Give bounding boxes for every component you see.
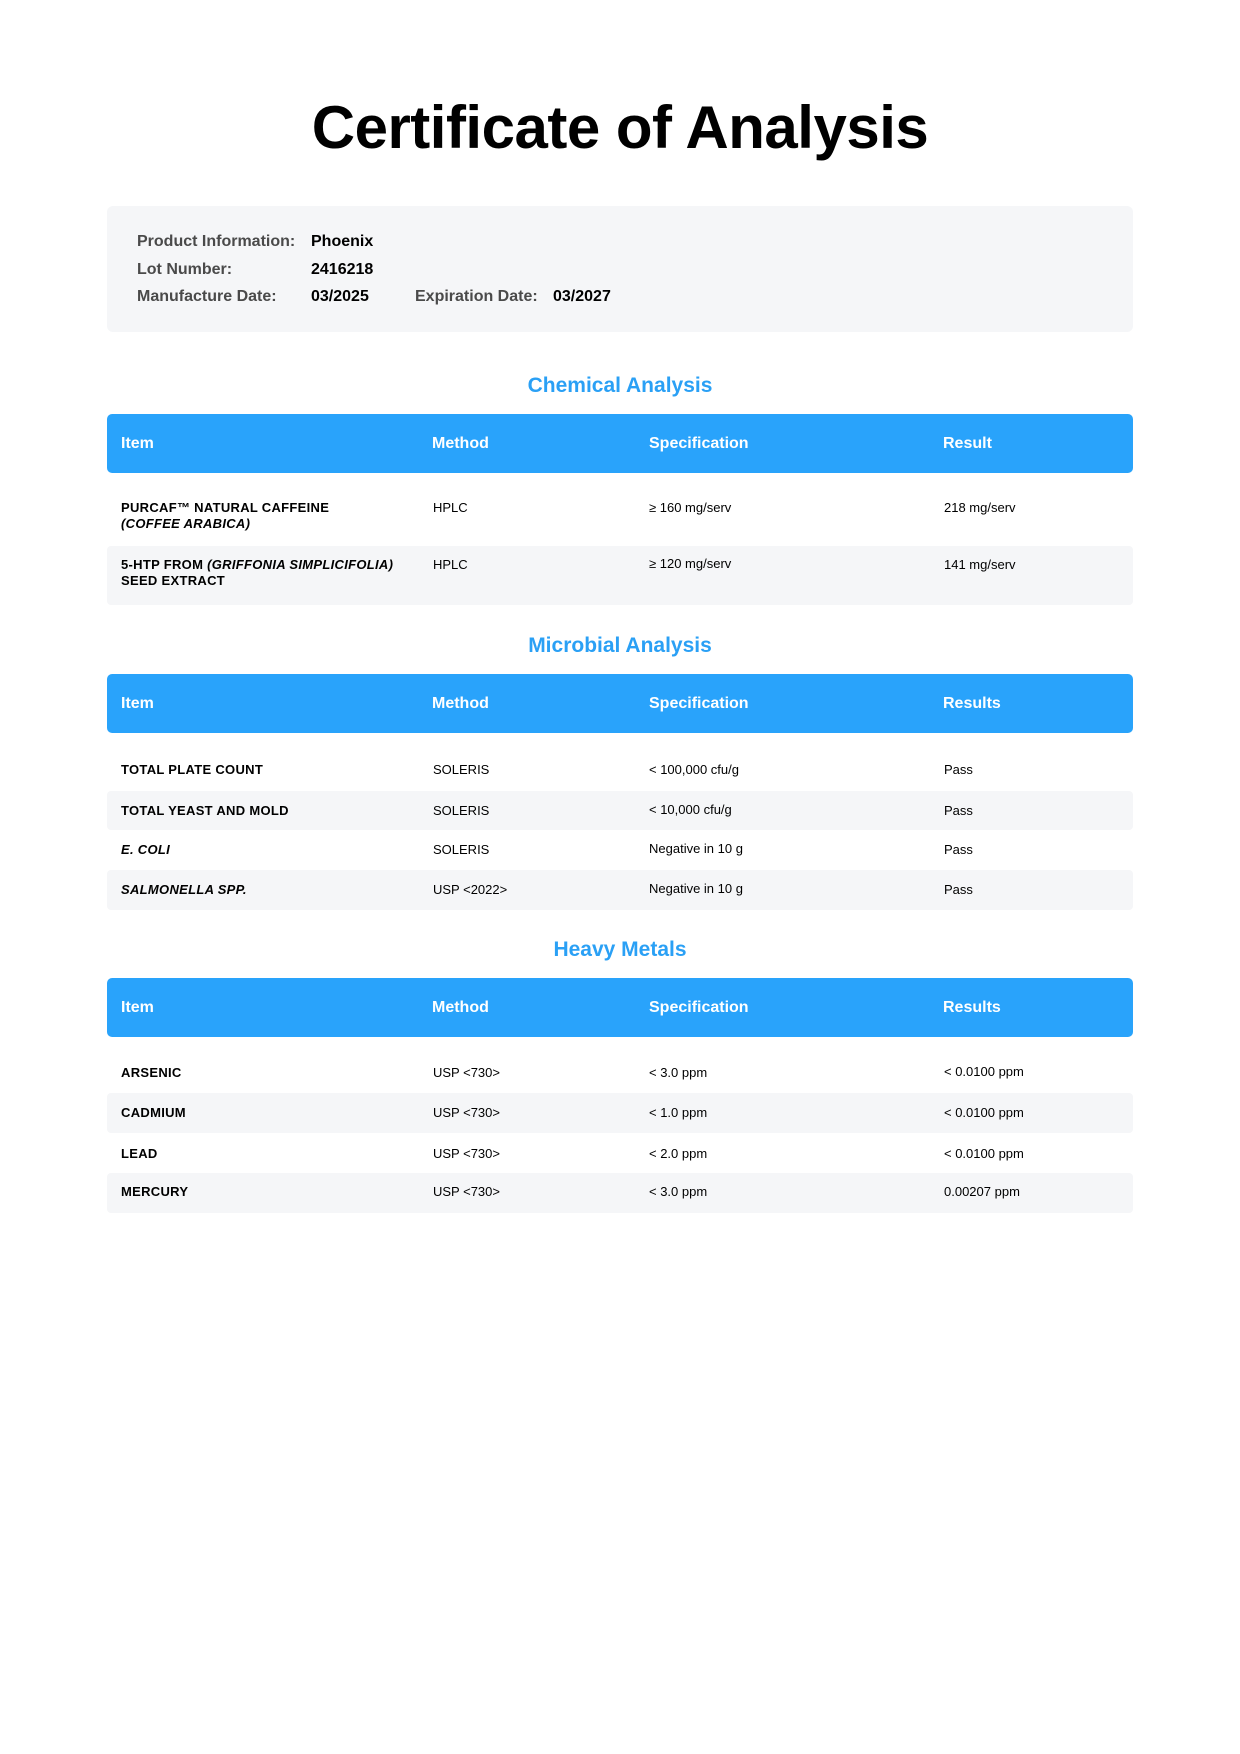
item-name: PURCAF™ NATURAL CAFFEINE — [121, 500, 330, 515]
method-value: SOLERIS — [433, 842, 490, 857]
item-name: ARSENIC — [121, 1065, 182, 1080]
specification-value: < 3.0 ppm — [649, 1184, 708, 1199]
manufacture-date-label: Manufacture Date: — [137, 288, 277, 305]
specification-value: Negative in 10 g — [649, 841, 743, 856]
result-value: 141 mg/serv — [944, 557, 1016, 572]
specification-value: ≥ 160 mg/serv — [649, 500, 732, 515]
lot-number-label: Lot Number: — [137, 261, 233, 278]
column-header-item: Item — [121, 695, 154, 712]
table-row — [107, 870, 1133, 910]
item-name: LEAD — [121, 1146, 158, 1161]
table-row — [107, 830, 1133, 870]
result-value: Pass — [944, 803, 973, 818]
method-value: USP <730> — [433, 1065, 500, 1080]
item-name: MERCURY — [121, 1184, 189, 1199]
heavy-metals-table-header — [107, 978, 1133, 1037]
result-value: < 0.0100 ppm — [944, 1064, 1024, 1079]
result-value: Pass — [944, 882, 973, 897]
item-name: CADMIUM — [121, 1105, 186, 1120]
specification-value: ≥ 120 mg/serv — [649, 556, 732, 571]
column-header-results: Results — [943, 999, 1001, 1016]
column-header-result: Result — [943, 435, 992, 452]
product-info-box — [107, 206, 1133, 332]
expiration-date-value: 03/2027 — [553, 288, 611, 305]
item-name: TOTAL YEAST AND MOLD — [121, 803, 289, 818]
item-name-botanical: (COFFEE ARABICA) — [121, 516, 251, 531]
method-value: USP <730> — [433, 1105, 500, 1120]
method-value: HPLC — [433, 500, 468, 515]
manufacture-date-value: 03/2025 — [311, 288, 369, 305]
column-header-method: Method — [432, 435, 489, 452]
microbial-table-header — [107, 674, 1133, 733]
column-header-results: Results — [943, 695, 1001, 712]
specification-value: < 1.0 ppm — [649, 1105, 708, 1120]
column-header-item: Item — [121, 435, 154, 452]
method-value: HPLC — [433, 557, 468, 572]
method-value: USP <2022> — [433, 882, 508, 897]
result-value: 218 mg/serv — [944, 500, 1016, 515]
column-header-specification: Specification — [649, 695, 749, 712]
specification-value: < 10,000 cfu/g — [649, 802, 732, 817]
specification-value: < 3.0 ppm — [649, 1065, 708, 1080]
specification-value: < 100,000 cfu/g — [649, 762, 739, 777]
method-value: SOLERIS — [433, 762, 490, 777]
column-header-item: Item — [121, 999, 154, 1016]
heavy-metals-title: Heavy Metals — [553, 938, 687, 961]
column-header-method: Method — [432, 695, 489, 712]
item-name-suffix: SEED EXTRACT — [121, 573, 226, 588]
result-value: < 0.0100 ppm — [944, 1105, 1024, 1120]
product-info-value: Phoenix — [311, 233, 374, 250]
item-name: E. COLI — [121, 842, 171, 857]
specification-value: Negative in 10 g — [649, 881, 743, 896]
result-value: Pass — [944, 842, 973, 857]
chemical-analysis-title: Chemical Analysis — [527, 374, 713, 397]
method-value: SOLERIS — [433, 803, 490, 818]
item-name: SALMONELLA SPP. — [121, 882, 247, 897]
result-value: 0.00207 ppm — [944, 1184, 1020, 1199]
column-header-specification: Specification — [649, 999, 749, 1016]
item-name-prefix: 5-HTP FROM — [121, 557, 208, 572]
lot-number-value: 2416218 — [311, 261, 374, 278]
result-value: < 0.0100 ppm — [944, 1146, 1024, 1161]
column-header-specification: Specification — [649, 435, 749, 452]
page-title: Certificate of Analysis — [311, 94, 929, 161]
item-name: TOTAL PLATE COUNT — [121, 762, 264, 777]
method-value: USP <730> — [433, 1184, 500, 1199]
expiration-date-label: Expiration Date: — [415, 288, 538, 305]
microbial-analysis-title: Microbial Analysis — [528, 634, 712, 657]
method-value: USP <730> — [433, 1146, 500, 1161]
column-header-method: Method — [432, 999, 489, 1016]
item-name — [121, 557, 393, 573]
item-name-botanical: (GRIFFONIA SIMPLICIFOLIA) — [207, 557, 394, 572]
result-value: Pass — [944, 762, 973, 777]
table-row — [107, 490, 1133, 546]
table-row — [107, 546, 1133, 605]
product-info-label: Product Information: — [137, 233, 296, 250]
chemical-table-header — [107, 414, 1133, 473]
specification-value: < 2.0 ppm — [649, 1146, 708, 1161]
